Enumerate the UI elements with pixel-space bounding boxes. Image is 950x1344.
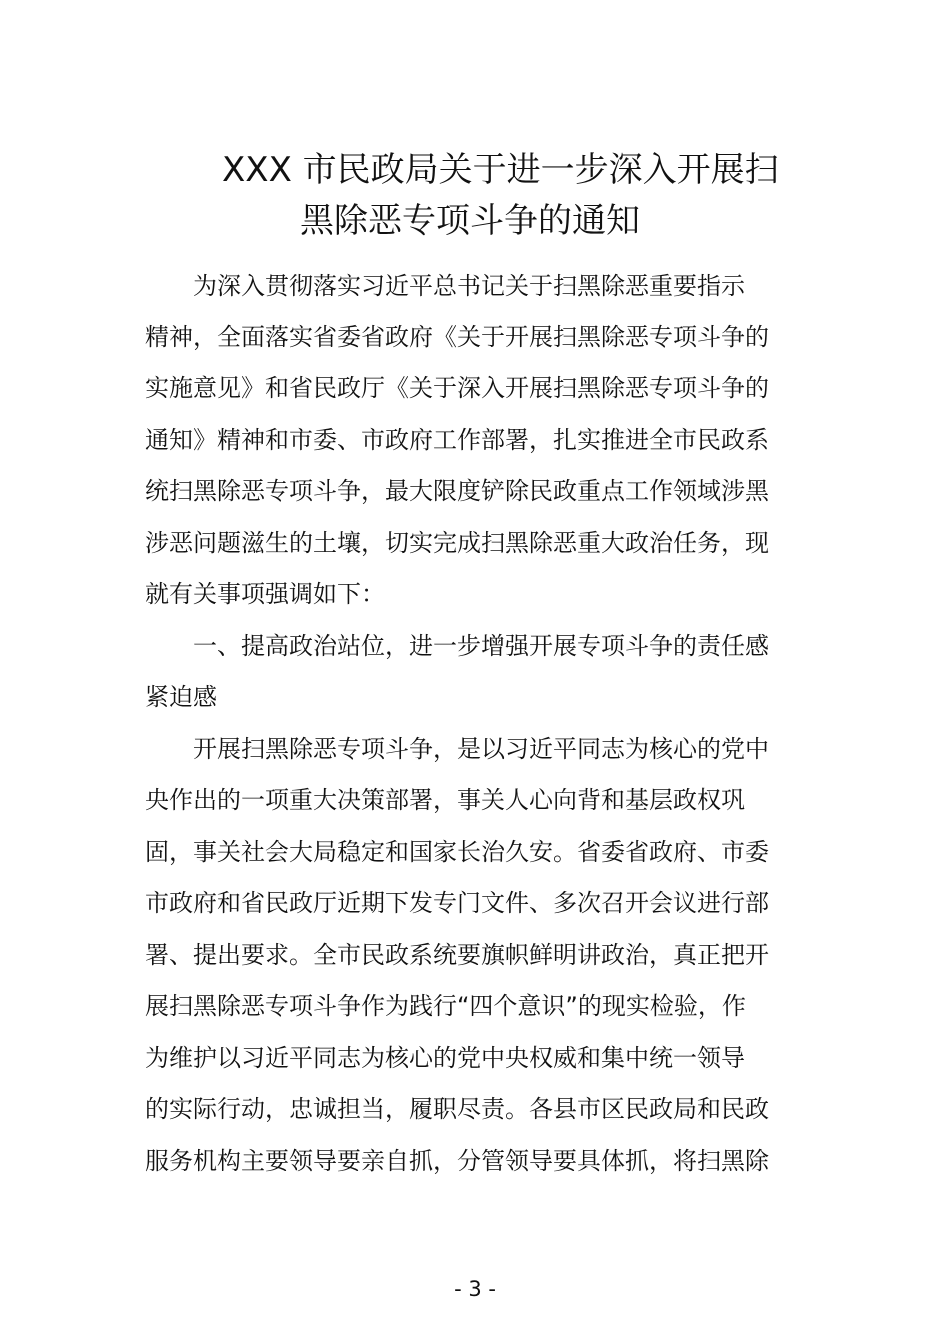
paragraph-line: 固，事关社会大局稳定和国家长治久安。省委省政府、市委 <box>145 838 769 866</box>
paragraph-line: 服务机构主要领导要亲自抓，分管领导要具体抓，将扫黑除 <box>145 1147 769 1175</box>
paragraph-line: 署、提出要求。全市民政系统要旗帜鲜明讲政治，真正把开 <box>145 941 769 969</box>
paragraph-line: 开展扫黑除恶专项斗争，是以习近平同志为核心的党中 <box>193 735 769 763</box>
paragraph-line: 展扫黑除恶专项斗争作为践行“四个意识”的现实检验，作 <box>145 992 746 1020</box>
paragraph-line: 的实际行动，忠诚担当，履职尽责。各县市区民政局和民政 <box>145 1095 769 1123</box>
paragraph-line: 涉恶问题滋生的土壤，切实完成扫黑除恶重大政治任务，现 <box>145 529 769 557</box>
paragraph-line: 通知》精神和市委、市政府工作部署，扎实推进全市民政系 <box>145 426 769 454</box>
paragraph-line: 为维护以习近平同志为核心的党中央权威和集中统一领导 <box>145 1044 745 1072</box>
section-heading-line: 一、提高政治站位，进一步增强开展专项斗争的责任感 <box>193 632 769 660</box>
paragraph-line: 统扫黑除恶专项斗争，最大限度铲除民政重点工作领域涉黑 <box>145 477 769 505</box>
page-number: - 3 - <box>454 1277 496 1301</box>
paragraph-line: 央作出的一项重大决策部署，事关人心向背和基层政权巩 <box>145 786 745 814</box>
paragraph-line: 为深入贯彻落实习近平总书记关于扫黑除恶重要指示 <box>193 272 745 300</box>
paragraph-line: 精神，全面落实省委省政府《关于开展扫黑除恶专项斗争的 <box>145 323 769 351</box>
paragraph-line: 实施意见》和省民政厅《关于深入开展扫黑除恶专项斗争的 <box>145 374 769 402</box>
document-title-line-1: XXX 市民政局关于进一步深入开展扫 <box>222 150 779 190</box>
paragraph-line: 市政府和省民政厅近期下发专门文件、多次召开会议进行部 <box>145 889 769 917</box>
document-title-line-2: 黑除恶专项斗争的通知 <box>300 201 640 241</box>
section-heading-line: 紧迫感 <box>145 683 217 711</box>
paragraph-line: 就有关事项强调如下： <box>145 580 385 608</box>
